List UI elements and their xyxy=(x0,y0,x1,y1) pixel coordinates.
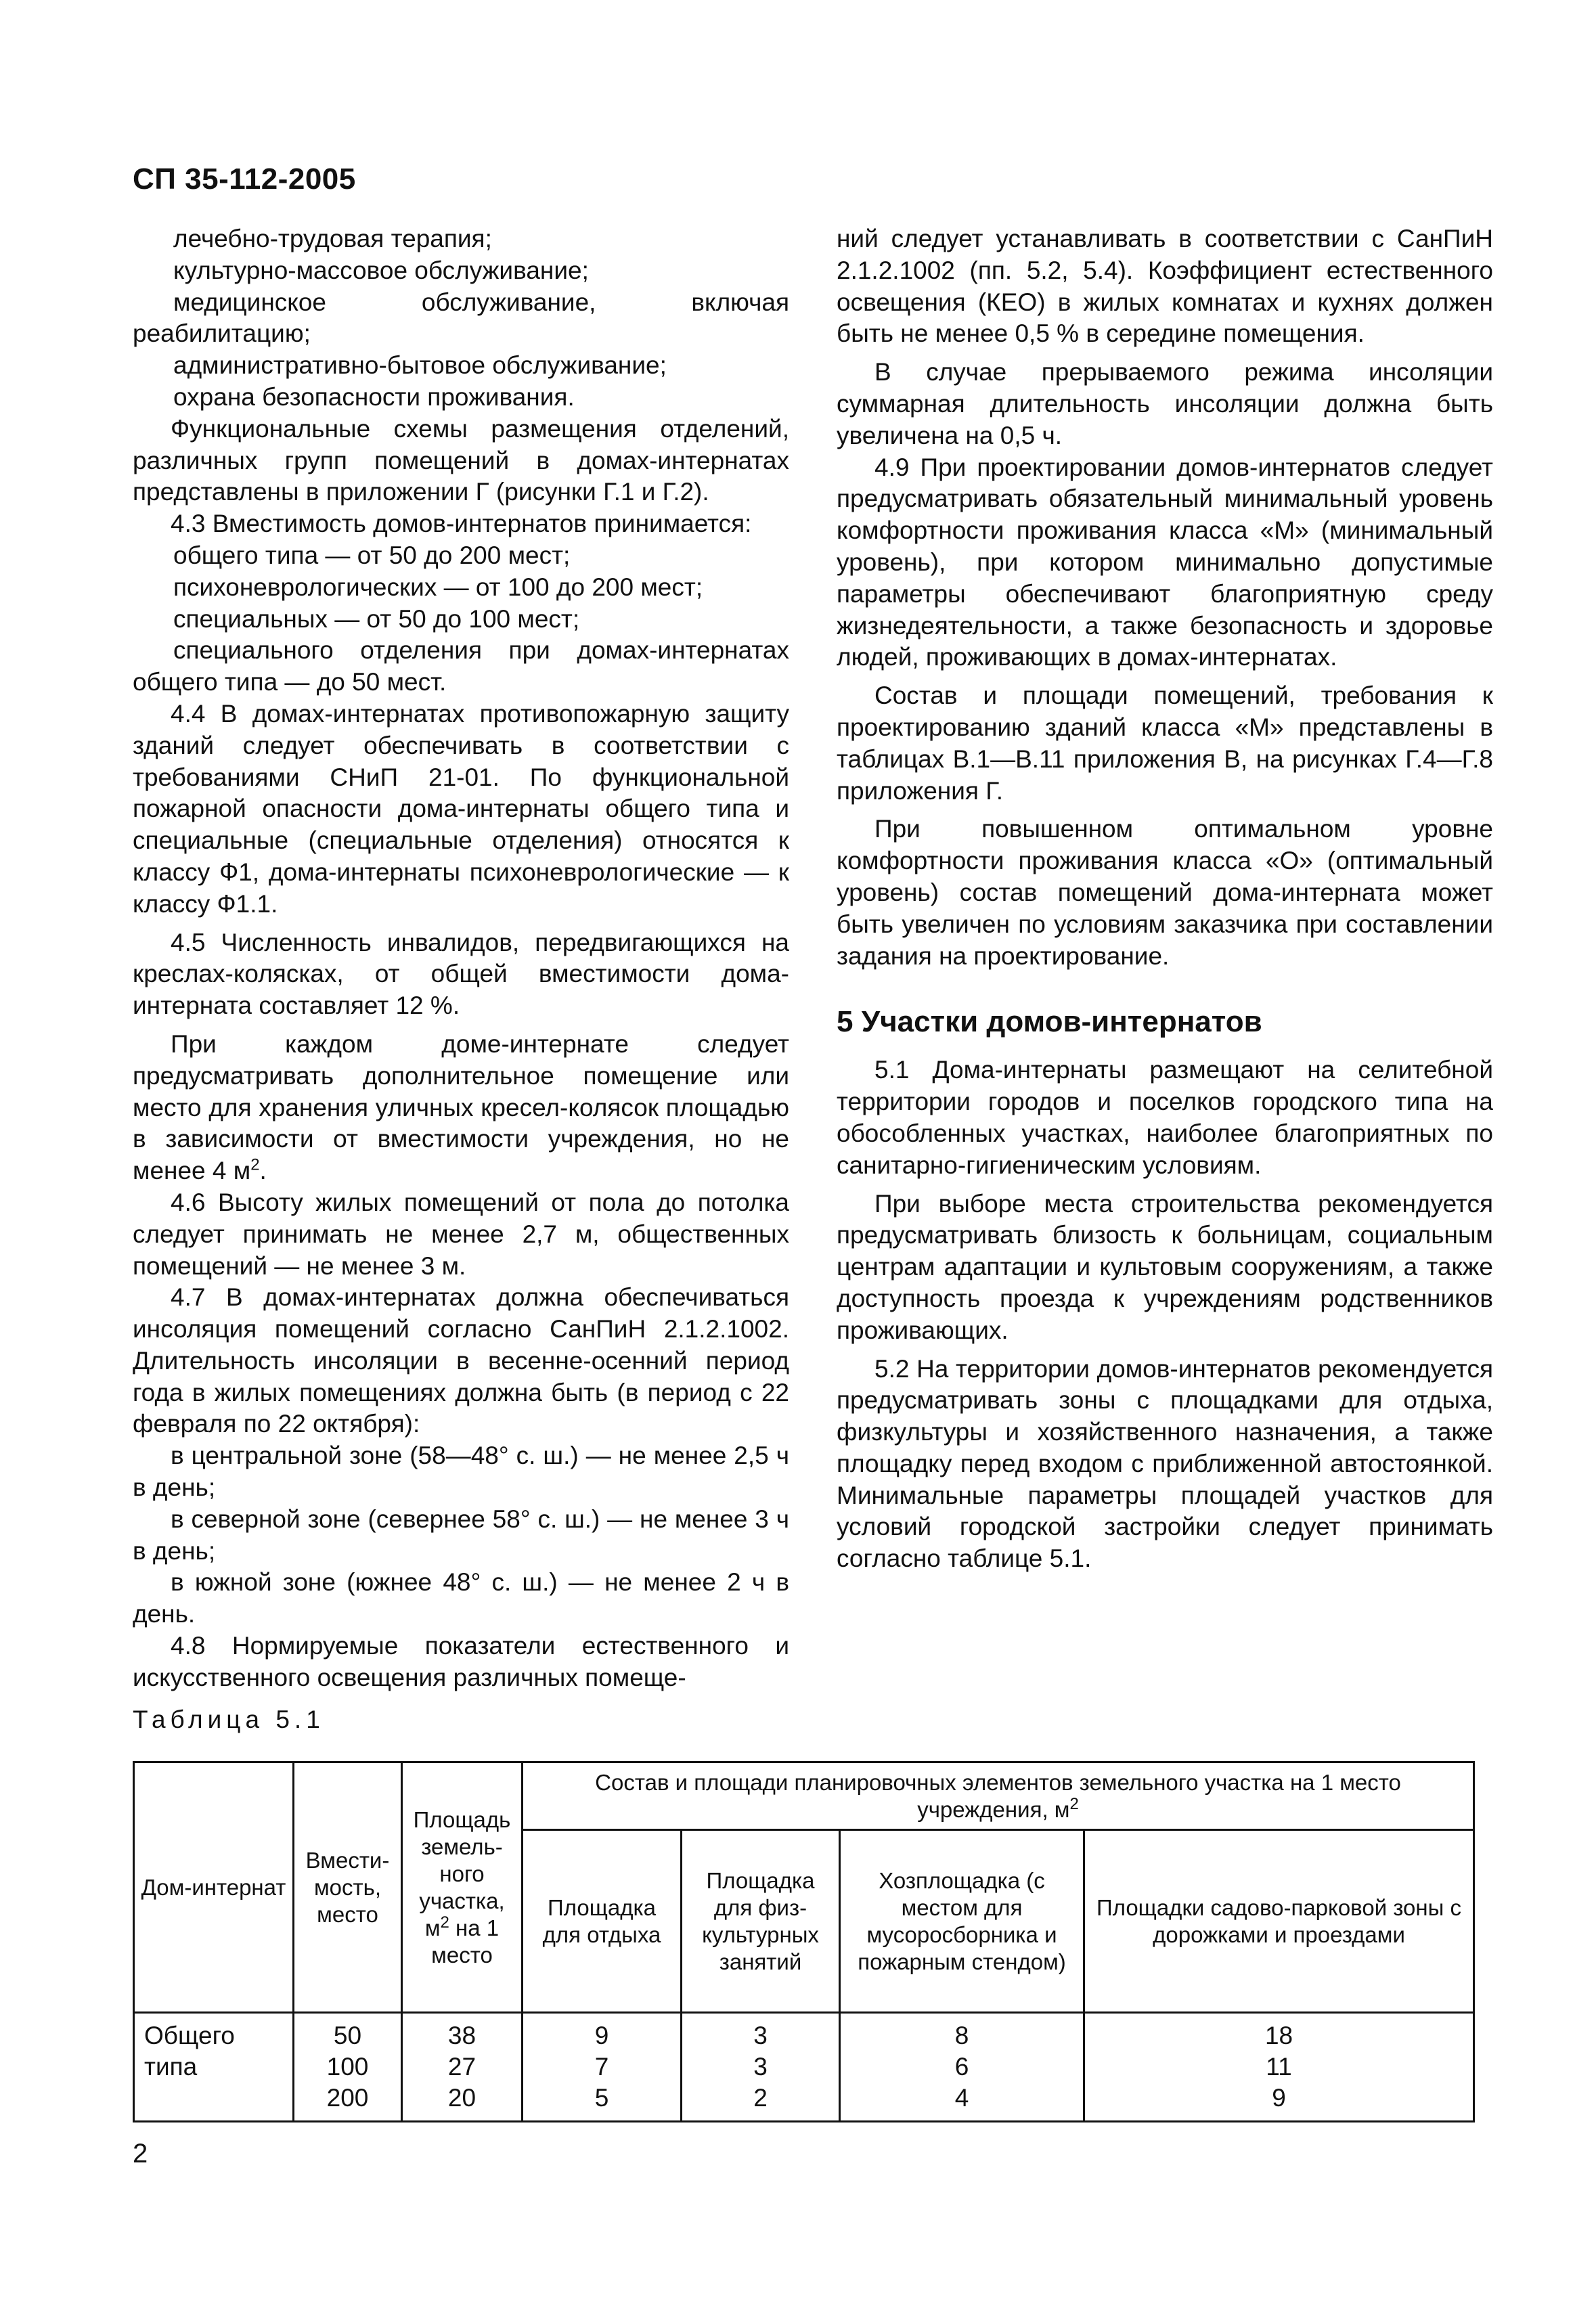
header-rest-area: Площадка для отдыха xyxy=(523,1830,682,2013)
paragraph: психоневрологических — от 100 до 200 мест; xyxy=(173,573,703,601)
table-row xyxy=(134,2013,1474,2122)
paragraph: В случае прерываемого режима инсоляции суммарная длительность инсоляции должна быть увеличена на 0,5 ч. xyxy=(837,358,1493,449)
section-heading: 5 Участки домов-интернатов xyxy=(837,1005,1262,1039)
document-code-header: СП 35-112-2005 xyxy=(133,162,356,196)
paragraph: ний следует устанавливать в соответствии с СанПиН 2.1.2.1002 (пп. 5.2, 5.4). Коэффициент естественного освещения (КЕО) в жилых комнатах и кухнях должен быть не менее 0,5 % в середине помещения. xyxy=(837,225,1493,348)
paragraph: в северной зоне (севернее 58° с. ш.) — не менее 3 ч в день; xyxy=(133,1505,789,1565)
header-garden-area: Площадки садово-парковой зоны с дорожками и проездами xyxy=(1084,1830,1474,2013)
paragraph: 4.3 Вместимость домов-интернатов принимается: xyxy=(171,510,752,538)
paragraph: 4.9 При проектировании домов-интернатов следует предусматривать обязательный минимальный уровень комфортности проживания класса «М» (минимальный уровень), при котором минимально допустимые параметры обеспечивают благоприятную среду жизнедеятельности, а также безопасность и здоровье людей, проживающих в домах-интернатах. xyxy=(837,453,1493,671)
table-5-1 xyxy=(133,1761,1475,2122)
header-elements-group: Состав и площади планировочных элементов земельного участка на 1 место учреждения, $м^2$ xyxy=(523,1762,1474,1830)
header-utility-area: Хозплощадка (с местом для мусоросборника и пожарным стендом) xyxy=(840,1830,1084,2013)
paragraph: 4.5 Численность инвалидов, передвигающихся на креслах-колясках, от общей вместимости дома-интерната составляет 12 %. xyxy=(133,928,789,1020)
paragraph: лечебно-трудовая терапия; xyxy=(173,225,492,252)
paragraph: общего типа — от 50 до 200 мест; xyxy=(173,541,571,569)
page-number: 2 xyxy=(133,2139,148,2169)
paragraph: 5.1 Дома-интернаты размещают на селитебной территории городов и поселков городского типа на обособленных участках, наиболее благоприятных по санитарно-гигиеническим условиям. xyxy=(837,1056,1493,1179)
table-caption: Таблица 5.1 xyxy=(133,1706,325,1733)
paragraph: При каждом доме-интернате следует предусматривать дополнительное помещение или место для хранения уличных кресел-колясок площадью в зависимости от вместимости учреждения, но не менее 4 $м^2$. xyxy=(133,1029,789,1185)
header-sport-area: Площадка для физ-культурных занятий xyxy=(682,1830,840,2013)
paragraph: При выборе места строительства рекомендуется предусматривать близость к больницам, социальным центрам адаптации и культовым сооружениям, а также доступность проезда к учреждениям родственников проживающих. xyxy=(837,1189,1493,1344)
paragraph: Состав и площади помещений, требования к проектированию зданий класса «М» представлены в таблицах В.1—В.11 приложения В, на рисунках Г.4—Г.8 приложения Г. xyxy=(837,682,1493,805)
header-area: Площадь земель-ного участка, $м^2$ на 1 место xyxy=(402,1762,523,2013)
capacity-cell: 50 100 200 xyxy=(294,2013,402,2122)
paragraph: 4.4 В домах-интернатах противопожарную защиту зданий следует обеспечивать в соответствии с требованиями СНиП 21-01. По функциональной пожарной опасности дома-интернаты общего типа и специальные (специальные отделения) относятся к классу Ф1, дома-интернаты психоневрологические — к классу Ф1.1. xyxy=(133,699,789,918)
right-text-column xyxy=(837,223,1493,1575)
paragraph: в центральной зоне (58—48° с. ш.) — не менее 2,5 ч в день; xyxy=(133,1442,789,1502)
paragraph: культурно-массовое обслуживание; xyxy=(173,256,589,284)
paragraph: 4.7 В домах-интернатах должна обеспечиваться инсоляция помещений согласно СанПиН 2.1.2.1002. Длительность инсоляции в весенне-осенний период года в жилых помещениях должна быть (в период с 22 февраля по 22 октября): xyxy=(133,1283,789,1438)
rest-cell: 9 7 5 xyxy=(523,2013,682,2122)
paragraph: административно-бытовое обслуживание; xyxy=(173,351,667,380)
paragraph: специальных — от 50 до 100 мест; xyxy=(173,604,580,633)
garden-cell: 18 11 9 xyxy=(1084,2013,1474,2122)
paragraph: При повышенном оптимальном уровне комфортности проживания класса «О» (оптимальный уровень) состав помещений дома-интерната может быть увеличен по условиям заказчика при составлении задания на проектирование. xyxy=(837,815,1493,970)
paragraph: Функциональные схемы размещения отделений, различных групп помещений в домах-интернатах представлены в приложении Г (рисунки Г.1 и Г.2). xyxy=(133,414,789,506)
paragraph: 5.2 На территории домов-интернатов рекомендуется предусматривать зоны с площадками для отдыха, физкультуры и хозяйственного назначения, а также площадку перед входом с приближенной автостоянкой. Минимальные параметры площадей участков для условий городской застройки следует принимать согласно таблице 5.1. xyxy=(837,1354,1493,1573)
header-capacity: Вмести-мость, место xyxy=(294,1762,402,2013)
paragraph: 4.8 Нормируемые показатели естественного и искусственного освещения различных помеще- xyxy=(133,1632,789,1691)
paragraph: в южной зоне (южнее 48° с. ш.) — не менее 2 ч в день. xyxy=(133,1568,789,1628)
area-cell: 38 27 20 xyxy=(402,2013,523,2122)
paragraph: охрана безопасности проживания. xyxy=(173,382,575,411)
paragraph: специального отделения при домах-интернатах общего типа — до 50 мест. xyxy=(133,636,789,696)
header-home: Дом-интернат xyxy=(134,1762,294,2013)
paragraph: медицинское обслуживание, включая реабилитацию; xyxy=(133,288,789,348)
utility-cell: 8 6 4 xyxy=(840,2013,1084,2122)
left-text-column xyxy=(133,223,789,1694)
row-label: Общего типа xyxy=(134,2013,294,2122)
sport-cell: 3 3 2 xyxy=(682,2013,840,2122)
paragraph: 4.6 Высоту жилых помещений от пола до потолка следует принимать не менее 2,7 м, общественных помещений — не менее 3 м. xyxy=(133,1188,789,1280)
